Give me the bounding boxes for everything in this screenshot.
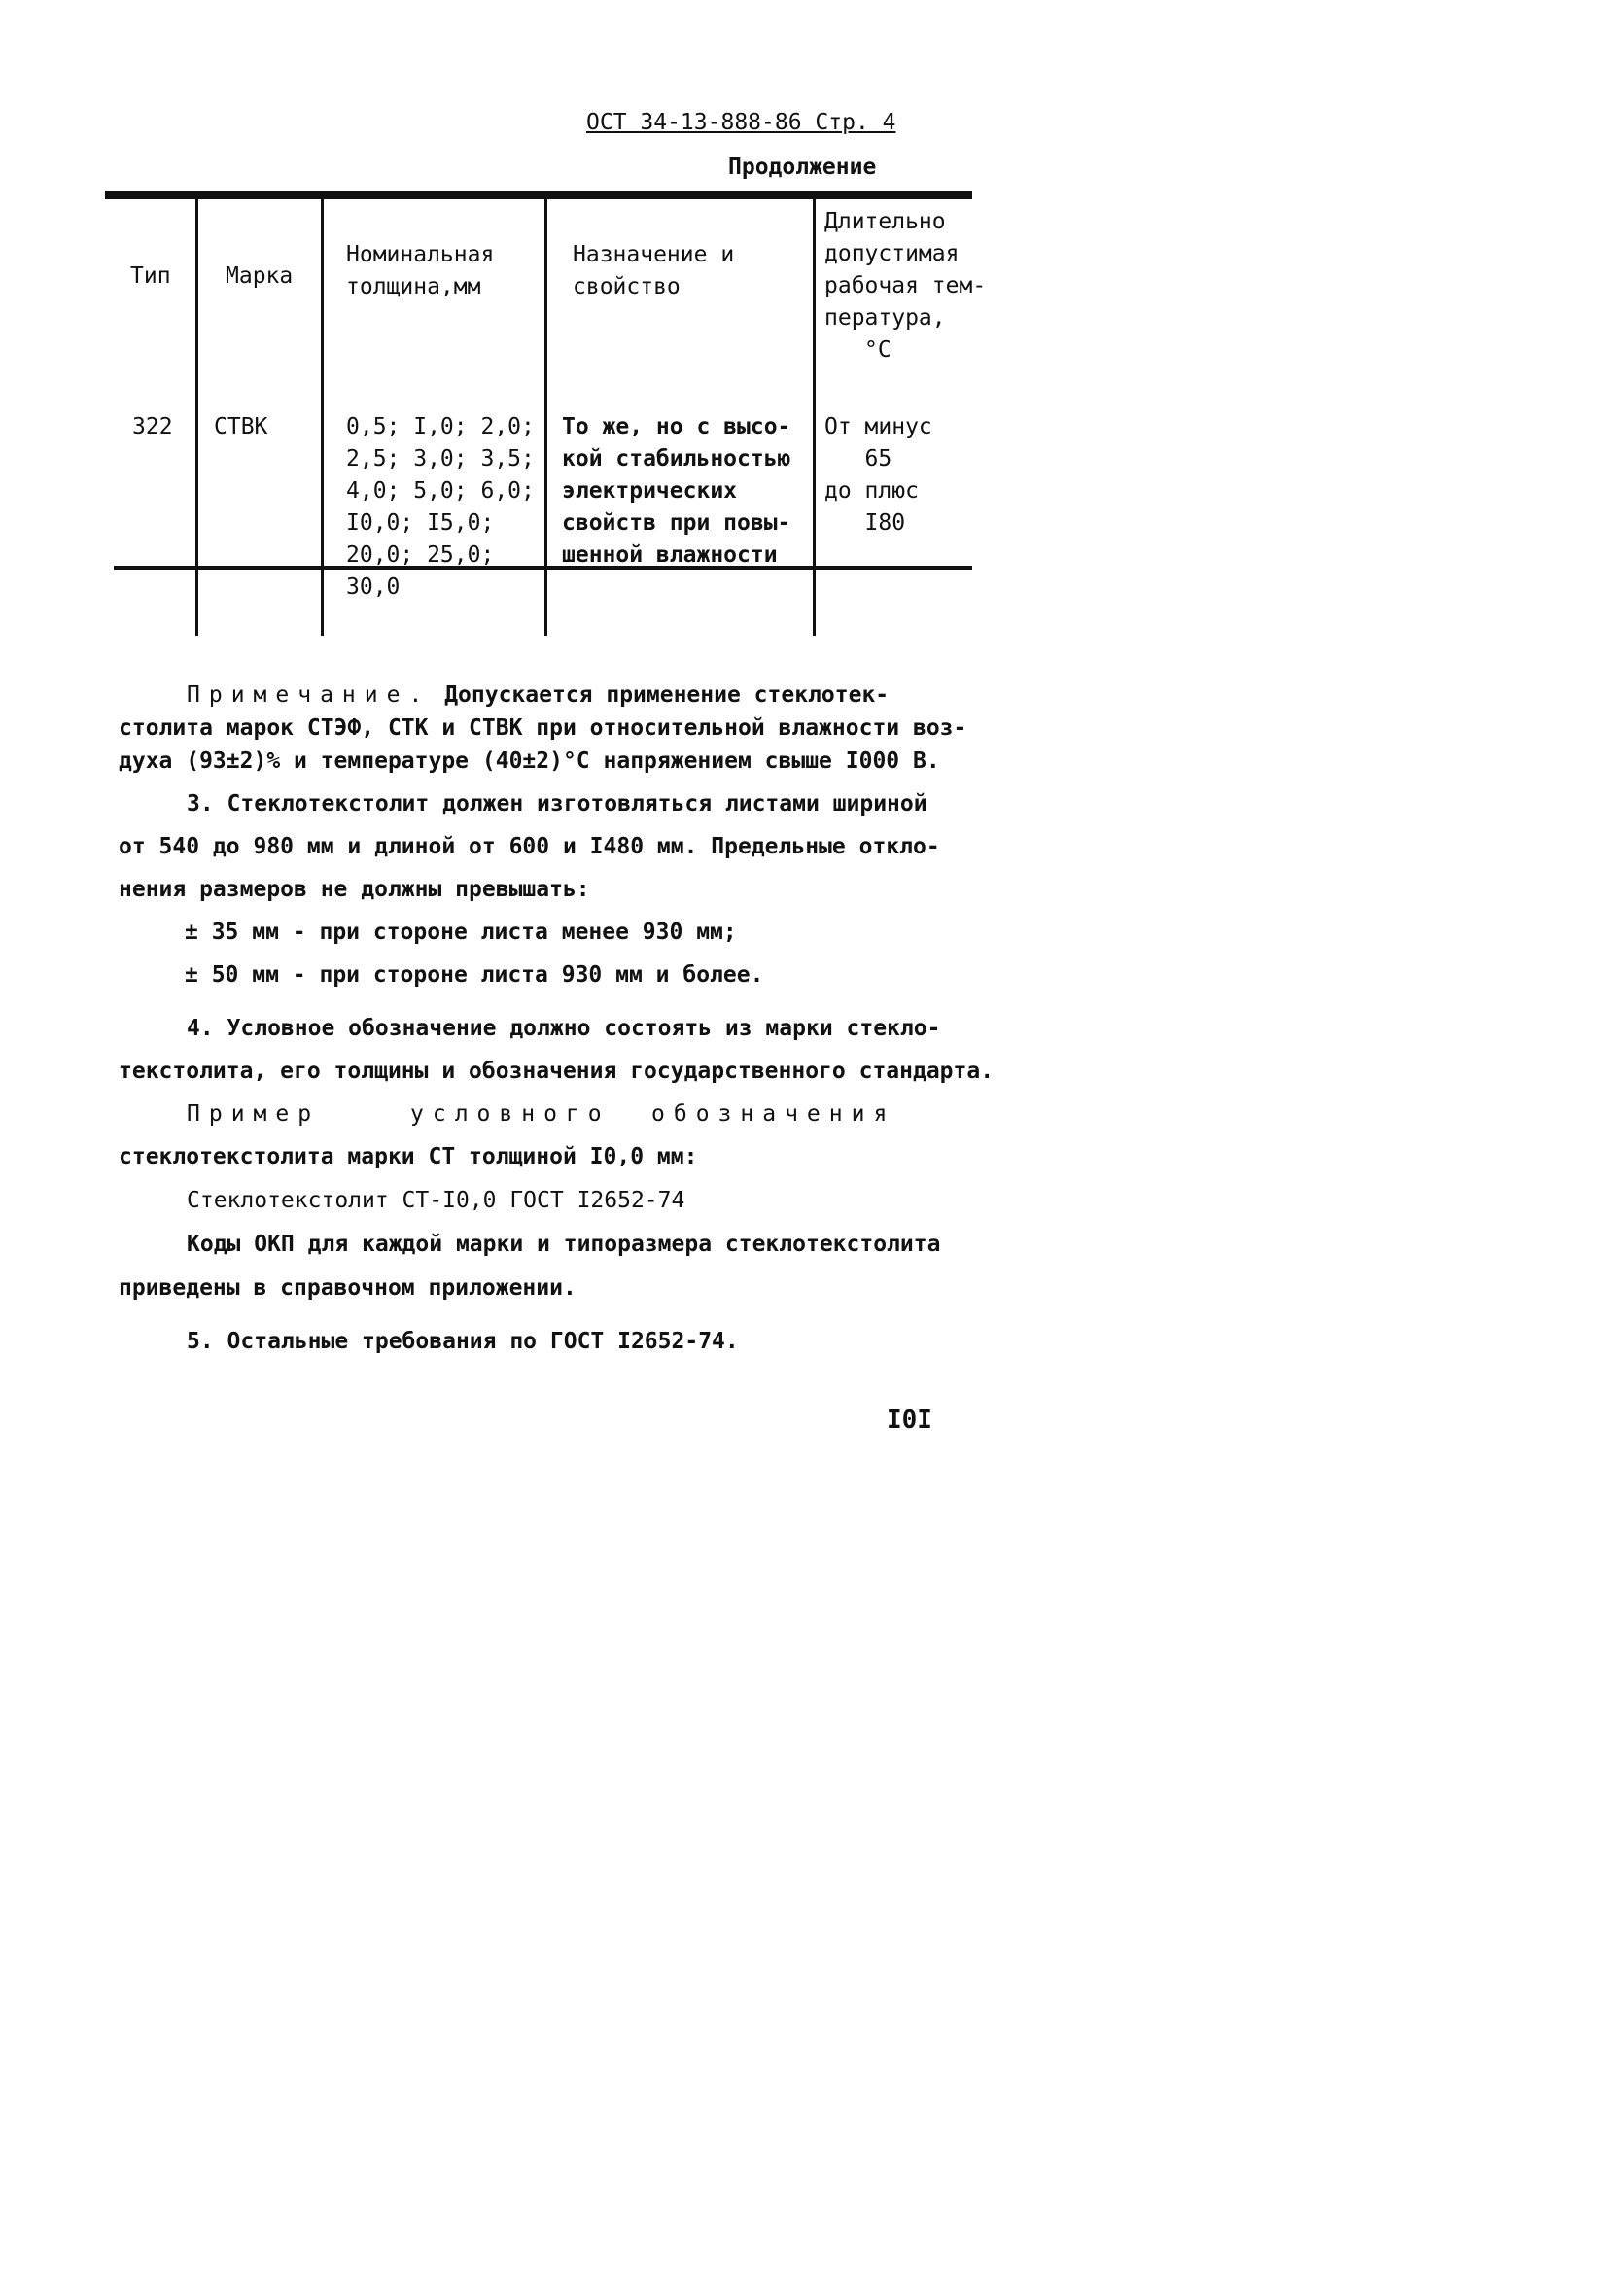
cell-thickness: 0,5; I,0; 2,0; 2,5; 3,0; 3,5; 4,0; 5,0; 6,0; I0,0; I5,0; 20,0; 25,0; 30,0	[346, 414, 535, 600]
column-divider	[544, 199, 547, 636]
column-header-temperature: Длительно допустимая рабочая тем- пература,	[824, 209, 987, 330]
cell-temperature: От минус 65 до плюс I80	[824, 414, 932, 536]
document-reference: ОСТ 34-13-888-86 Стр. 4	[586, 110, 896, 135]
cell-purpose: То же, но с высо- кой стабильностью электрических свойств при повы- шенной влажности	[562, 414, 791, 568]
cell-type: 322	[132, 414, 173, 439]
column-divider	[195, 199, 198, 636]
example-heading-word: обозначения	[651, 1101, 896, 1127]
temperature-unit: °C	[864, 337, 891, 363]
column-header-type: Тип	[130, 263, 171, 289]
example-heading-word: Пример	[187, 1101, 321, 1127]
paragraph-3-line: 3. Стеклотекстолит должен изготовляться листами шириной	[187, 791, 927, 817]
tolerance-line: ± 50 мм - при стороне листа 930 мм и более.	[185, 962, 764, 988]
paragraph-4-line: 4. Условное обозначение должно состоять из марки стекло-	[187, 1016, 941, 1041]
properties-table	[105, 191, 987, 638]
paragraph-3-line: нения размеров не должны превышать:	[119, 877, 590, 902]
note-text: Допускается применение стеклотек-	[444, 682, 890, 708]
note-label: Примечание.	[187, 682, 432, 708]
note-line: духа (93±2)% и температуре (40±2)°С напряжением свыше I000 В.	[119, 748, 940, 774]
column-divider	[321, 199, 324, 636]
paragraph-3-line: от 540 до 980 мм и длиной от 600 и I480 мм. Предельные откло-	[119, 834, 940, 859]
note-first-line	[187, 682, 889, 708]
column-header-thickness: Номинальная толщина,мм	[346, 242, 495, 299]
okp-line: Коды ОКП для каждой марки и типоразмера стеклотекстолита	[187, 1232, 941, 1257]
table-header-rule	[114, 566, 972, 570]
column-header-brand: Марка	[226, 263, 294, 289]
column-divider	[813, 199, 816, 636]
note-line: столита марок СТЭФ, СТК и СТВК при относительной влажности воз-	[119, 715, 967, 741]
tolerance-line: ± 35 мм - при стороне листа менее 930 мм;	[185, 920, 737, 945]
okp-line: приведены в справочном приложении.	[119, 1275, 577, 1301]
continuation-label: Продолжение	[728, 155, 877, 180]
example-line: стеклотекстолита марки СТ толщиной I0,0 мм:	[119, 1144, 698, 1169]
page-number: I0I	[887, 1406, 932, 1435]
table-top-rule	[105, 191, 972, 199]
column-header-purpose: Назначение и свойство	[573, 242, 735, 299]
paragraph-4-line: текстолита, его толщины и обозначения государственного стандарта.	[119, 1059, 995, 1084]
example-designation: Стеклотекстолит СТ-I0,0 ГОСТ I2652-74	[187, 1188, 685, 1213]
paragraph-5: 5. Остальные требования по ГОСТ I2652-74.	[187, 1329, 739, 1354]
cell-brand: СТВК	[214, 414, 268, 439]
example-heading-word: условного	[410, 1101, 611, 1127]
